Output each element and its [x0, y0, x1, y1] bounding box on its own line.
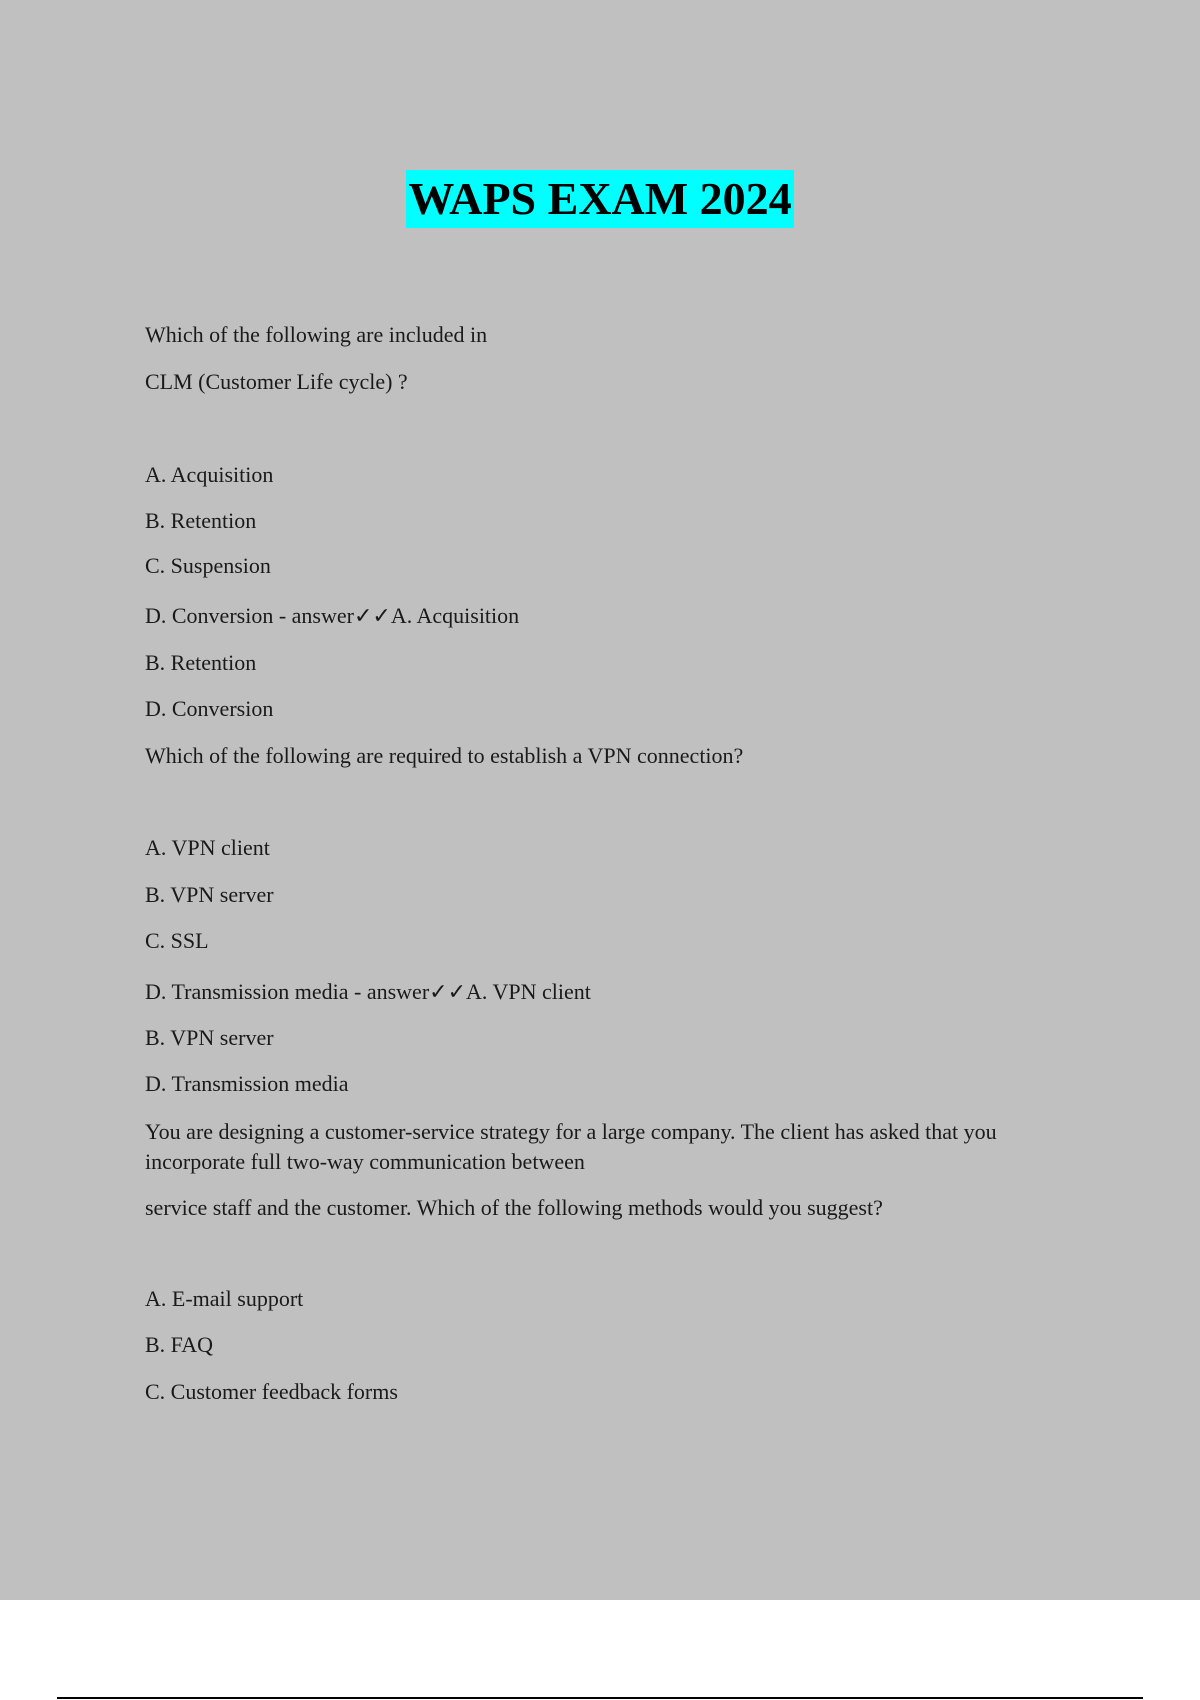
question-1-text-line-2: CLM (Customer Life cycle) ?	[145, 369, 408, 394]
question-3-text-line-1: You are designing a customer-service strategy for a large company. The client has asked that you incorporate full two-way communication between	[145, 1119, 997, 1174]
question-1-option-b: B. Retention	[145, 508, 257, 533]
question-1-answer-d: D. Conversion	[145, 696, 274, 721]
question-3-text-line-2: service staff and the customer. Which of the following methods would you suggest?	[145, 1195, 883, 1220]
question-2-option-b: B. VPN server	[145, 882, 274, 907]
question-3-option-c: C. Customer feedback forms	[145, 1379, 398, 1404]
question-3-option-a: A. E-mail support	[145, 1286, 304, 1311]
title-container	[0, 170, 1200, 228]
question-1-answer-b: B. Retention	[145, 650, 257, 675]
document-title: WAPS EXAM 2024	[406, 170, 793, 228]
question-1-text-line-1: Which of the following are included in	[145, 322, 488, 347]
question-1-option-c: C. Suspension	[145, 553, 271, 578]
question-2-option-a: A. VPN client	[145, 835, 270, 860]
question-2-option-d-answer: D. Transmission media - answer✓✓A. VPN client	[145, 979, 591, 1004]
question-2-text: Which of the following are required to establish a VPN connection?	[145, 743, 744, 768]
footer-divider	[57, 1697, 1143, 1699]
question-2-answer-b: B. VPN server	[145, 1025, 274, 1050]
question-2-answer-d: D. Transmission media	[145, 1071, 349, 1096]
question-3-option-b: B. FAQ	[145, 1332, 214, 1357]
question-1-option-a: A. Acquisition	[145, 462, 274, 487]
question-1-option-d-answer: D. Conversion - answer✓✓A. Acquisition	[145, 603, 520, 628]
question-2-option-c: C. SSL	[145, 928, 209, 953]
